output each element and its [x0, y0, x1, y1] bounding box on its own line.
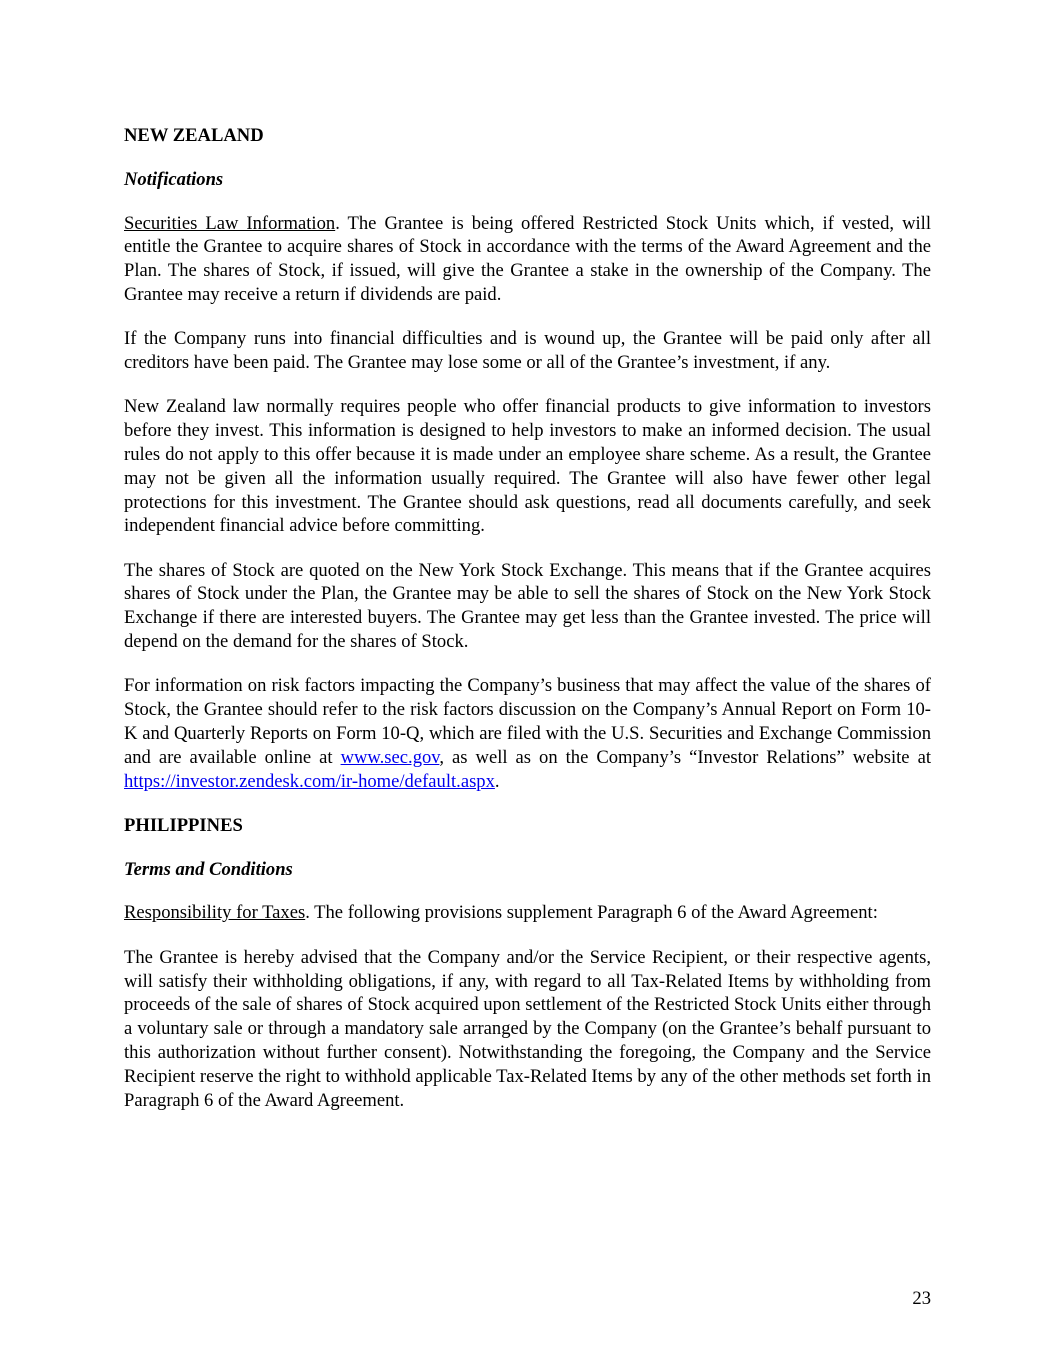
- paragraph-withholding: The Grantee is hereby advised that the Company and/or the Service Recipient, or their respective agents, will satisfy their withholding obligations, if any, with regard to all Tax-Related Items by withholding from proceeds of the sale of shares of Stock acquired upon settlement of the Restricted Stock Units either through a voluntary sale or through a mandatory sale arranged by the Company (on the Grantee’s behalf pursuant to this authorization without further consent). Notwithstanding the foregoing, the Company and the Service Recipient reserve the right to withhold applicable Tax-Related Items by any of the other methods set forth in Paragraph 6 of the Award Agreement.: [124, 946, 931, 1111]
- paragraph-responsibility-taxes: [124, 901, 931, 925]
- paragraph-financial-difficulties: If the Company runs into financial difficulties and is wound up, the Grantee will be paid only after all creditors have been paid. The Grantee may lose some or all of the Grantee’s investment, if any.: [124, 328, 931, 374]
- subheading-notifications: Notifications: [124, 168, 224, 190]
- securities-law-label: Securities Law Information: [124, 212, 336, 234]
- section-heading-new-zealand: NEW ZEALAND: [124, 125, 264, 146]
- paragraph-text: For information on risk factors impacting the Company’s business that may affect the value of the shares of Stock, the Grantee should refer to the risk factors discussion on the Company’s Annual Report on Form 10-K and Quarterly Reports on Form 10-Q, which are filed with the U.S. Securities and Exchange Commission and are available online at: [124, 675, 931, 768]
- paragraph-risk-factors: [124, 674, 931, 793]
- page-number: 23: [912, 1288, 931, 1309]
- document-page: [124, 124, 931, 1133]
- paragraph-text: , as well as on the Company’s “Investor Relations” website at: [439, 746, 931, 768]
- paragraph-text: . The following provisions supplement Paragraph 6 of the Award Agreement:: [305, 902, 878, 924]
- section-heading-philippines: PHILIPPINES: [124, 814, 243, 836]
- responsibility-taxes-label: Responsibility for Taxes: [124, 902, 306, 924]
- investor-relations-link[interactable]: https://investor.zendesk.com/ir-home/default.aspx: [124, 770, 495, 792]
- paragraph-text: . The Grantee is being offered Restricted Stock Units which, if vested, will entitle the Grantee to acquire shares of Stock in accordance with the terms of the Award Agreement and the Plan. The shares of Stock, if issued, will give the Grantee a stake in the ownership of the Company. The Grantee may receive a return if dividends are paid.: [124, 212, 931, 305]
- subheading-terms-conditions: Terms and Conditions: [124, 858, 293, 880]
- sec-gov-link[interactable]: www.sec.gov: [340, 746, 440, 768]
- paragraph-nz-law: New Zealand law normally requires people who offer financial products to give information to investors before they invest. This information is designed to help investors to make an informed decision. The usual rules do not apply to this offer because it is made under an employee share scheme. As a result, the Grantee may not be given all the information usually required. The Grantee will also have fewer other legal protections for this investment. The Grantee should ask questions, read all documents carefully, and seek independent financial advice before committing.: [124, 396, 931, 537]
- paragraph-securities-law: [124, 212, 931, 307]
- paragraph-nyse: The shares of Stock are quoted on the New York Stock Exchange. This means that if the Grantee acquires shares of Stock under the Plan, the Grantee may be able to sell the shares of Stock on the New York Stock Exchange if there are interested buyers. The Grantee may get less than the Grantee invested. The price will depend on the demand for the shares of Stock.: [124, 559, 931, 653]
- paragraph-text: .: [494, 770, 500, 792]
